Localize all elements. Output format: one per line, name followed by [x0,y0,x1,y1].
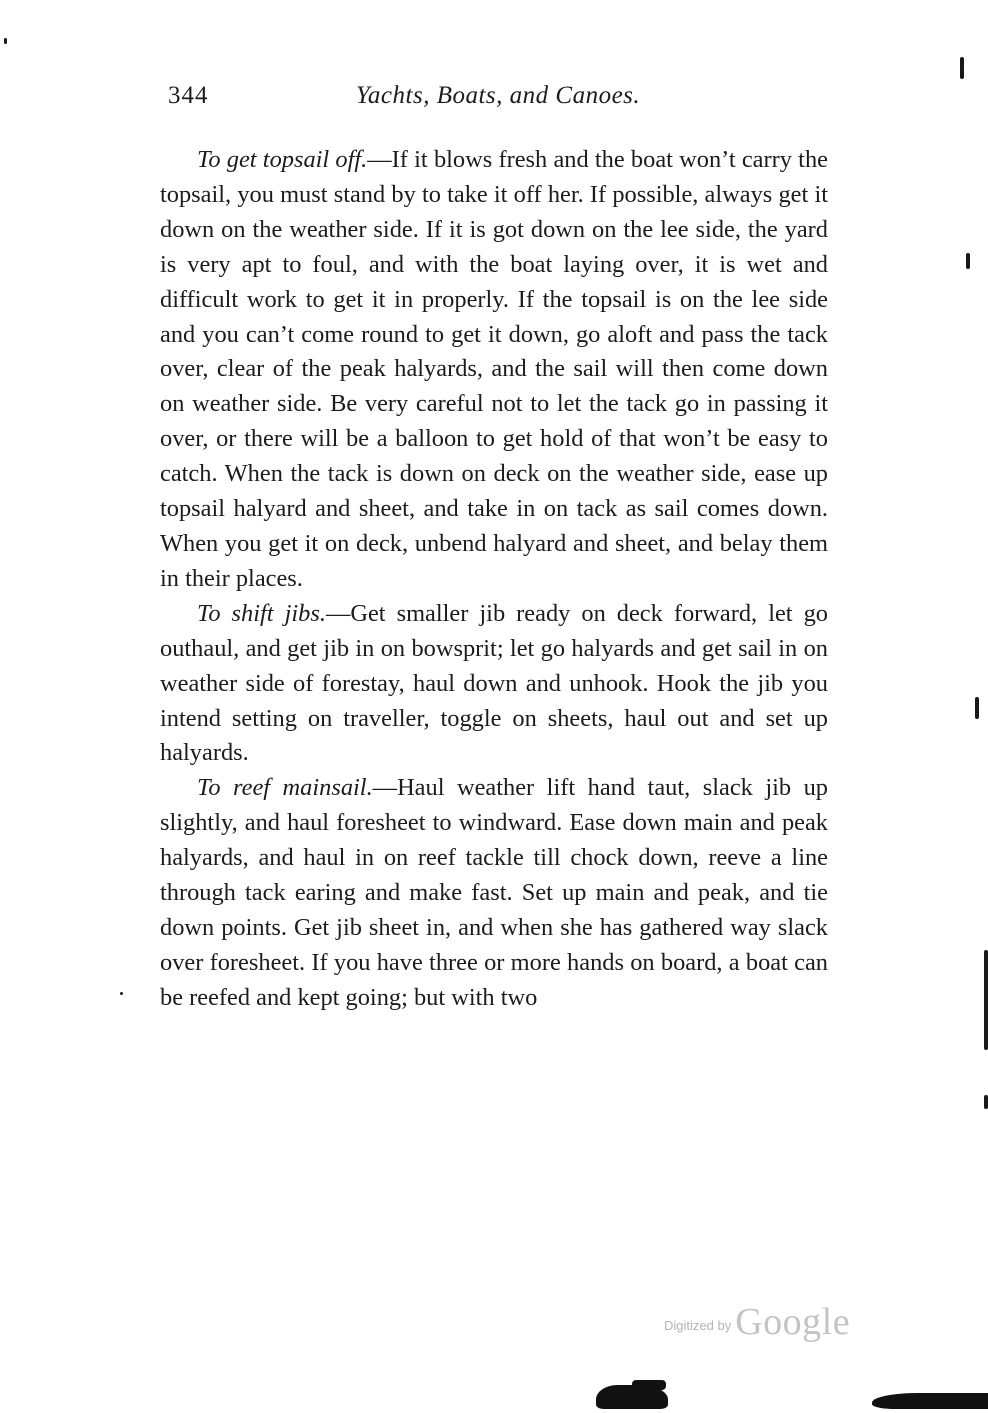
scan-mark [960,57,964,79]
digitized-watermark [664,1300,864,1350]
scan-ink-blot [632,1380,666,1390]
paragraph-lead: To shift jibs. [197,599,326,627]
paragraph-body: —Haul weather lift hand taut, slack jib up slightly, and haul foresheet to windward. Ease down main and peak halyards, and haul in on reef tackle till chock down, reeve a line through tack earing and make fast. Set up main and peak, and tie down points. Get jib sheet in, and when she has gathered way slack over foresheet. If you have three or more hands on board, a boat can be reefed and kept going; but with two [160,774,828,1011]
running-title: Yachts, Boats, and Canoes. [355,82,641,109]
scan-mark [984,1095,988,1109]
paragraph-shift-jibs [160,597,828,772]
scan-mark [4,38,7,44]
paragraph-lead: To reef mainsail. [197,774,373,802]
paragraph-topsail [160,143,828,597]
scan-dot [120,992,123,995]
paragraph-body: —Get smaller jib ready on deck forward, let go outhaul, and get jib in on bowsprit; let go halyards and get sail in on weather side of forestay, haul down and unhook. Hook the jib you intend setting on traveller, toggle on sheets, haul out and set up halyards. [160,599,828,767]
watermark-prefix: Digitized by [664,1318,732,1333]
scan-mark [975,697,979,719]
scan-mark [966,253,970,269]
page-header [168,82,828,122]
scan-edge-line [984,950,988,1050]
paragraph-body: —If it blows fresh and the boat won’t carry the topsail, you must stand by to take it off her. If possible, always get it down on the weather side. If it is got down on the lee side, the yard is very apt to foul, and with the boat laying over, it is wet and difficult work to get it in properly. If the topsail is on the lee side and you can’t come round to get it down, go aloft and pass the tack over, clear of the peak halyards, and the sail will then come down on weather side. Be very careful not to let the tack go in passing it over, or there will be a balloon to get hold of that won’t be easy to catch. When the tack is down on deck on the weather side, ease up topsail halyard and sheet, and take in on tack as sail comes down. When you get it on deck, unbend halyard and sheet, and belay them in their places. [160,146,828,592]
body-text [160,143,828,1016]
paragraph-lead: To get topsail off. [197,146,368,173]
page-number: 344 [168,82,209,109]
scan-ink-blot [872,1393,988,1409]
watermark-logo: Google [735,1301,851,1343]
paragraph-reef-mainsail [160,771,828,1015]
